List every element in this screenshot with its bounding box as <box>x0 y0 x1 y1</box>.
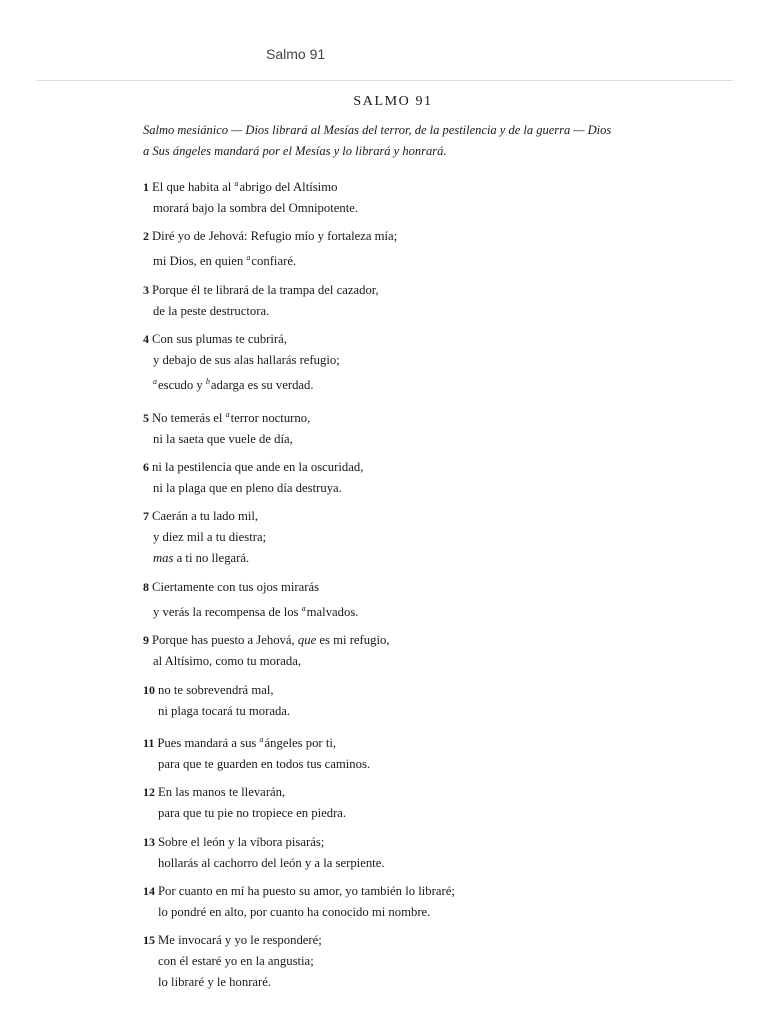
verse-text: a ti no llegará. <box>173 551 250 566</box>
footnote-marker[interactable]: b <box>205 377 210 387</box>
verse-line <box>143 371 643 396</box>
verse-number: 11 <box>143 735 155 750</box>
verse-line <box>143 548 643 569</box>
verse-line: para que te guarden en todos tus caminos. <box>158 756 371 771</box>
verse-text: El que habita al <box>152 180 235 194</box>
verse-text: ni la pestilencia que ande en la oscuridad, <box>152 459 364 474</box>
verse-line: de la peste destructora. <box>153 303 270 318</box>
verse-14 <box>143 881 643 923</box>
verse-number: 4 <box>143 332 149 347</box>
verse-line <box>143 226 643 247</box>
verse-8 <box>143 577 643 623</box>
verse-line: y diez mil a tu diestra; <box>153 530 267 545</box>
verse-number: 2 <box>143 229 149 244</box>
verse-text: escudo y <box>158 378 206 393</box>
verse-number: 7 <box>143 509 149 524</box>
verse-text: Ciertamente con tus ojos mirarás <box>152 579 320 594</box>
verse-text: No temerás el <box>152 410 226 425</box>
psalm-title: SALMO 91 <box>353 94 433 109</box>
superscription-line: a Sus ángeles mandará por el Mesías y lo librará y honrará. <box>143 144 447 158</box>
verse-line: lo libraré y le honraré. <box>158 975 272 990</box>
document-title: Salmo 91 <box>266 46 326 62</box>
verse-line <box>143 457 643 478</box>
verse-line: hollarás al cachorro del león y a la serpiente. <box>158 855 385 870</box>
verse-line: ni la plaga que en pleno día destruya. <box>153 480 342 495</box>
verse-number: 6 <box>143 459 149 474</box>
footnote-marker[interactable]: a <box>301 603 306 613</box>
verse-line <box>143 630 643 651</box>
verse-line: con él estaré yo en la angustia; <box>158 954 314 969</box>
verse-number: 15 <box>143 933 155 948</box>
verse-number: 12 <box>143 785 155 800</box>
verse-text: Porque has puesto a Jehová, <box>152 633 298 648</box>
verse-line: lo pondré en alto, por cuanto ha conocido mi nombre. <box>158 905 431 920</box>
verse-number: 3 <box>143 282 149 297</box>
verse-line <box>143 598 643 623</box>
verse-9 <box>143 630 643 672</box>
verse-text: es mi refugio, <box>316 633 390 648</box>
verse-number: 9 <box>143 633 149 648</box>
footnote-marker[interactable]: a <box>153 377 157 387</box>
verse-text: Me invocará y yo le responderé; <box>158 933 322 948</box>
footnote-marker[interactable]: a <box>234 179 239 188</box>
verse-line <box>143 930 643 951</box>
verse-line: al Altísimo, como tu morada, <box>153 654 301 669</box>
footnote-marker[interactable]: a <box>225 409 230 419</box>
verse-line <box>143 329 643 350</box>
verse-line <box>143 782 643 803</box>
verse-text: Sobre el león y la víbora pisarás; <box>158 834 325 849</box>
top-bar <box>0 0 768 80</box>
verse-text: Con sus plumas te cubrirá, <box>152 332 287 347</box>
verse-line <box>143 280 643 301</box>
verse-11 <box>143 729 643 775</box>
verse-line <box>143 506 643 527</box>
verse-12 <box>143 782 643 824</box>
verse-1 <box>143 173 643 219</box>
superscription-line: Salmo mesiánico — Dios librará al Mesías del terror, de la pestilencia y de la guerra — Dios <box>143 123 612 137</box>
verse-text: Por cuanto en mí ha puesto su amor, yo también lo libraré; <box>158 884 455 899</box>
verse-line <box>143 832 643 853</box>
header-divider <box>36 80 733 81</box>
verse-13 <box>143 832 643 874</box>
verse-number: 1 <box>143 180 149 194</box>
verse-text: Pues mandará a sus <box>157 735 260 750</box>
verse-text: Caerán a tu lado mil, <box>152 509 259 524</box>
verse-text: ángeles por ti, <box>264 735 337 750</box>
verse-number: 10 <box>143 682 155 697</box>
verse-7 <box>143 506 643 569</box>
verse-number: 5 <box>143 410 149 425</box>
verse-text: malvados. <box>306 604 359 619</box>
verse-line <box>143 173 643 198</box>
verse-line <box>143 881 643 902</box>
verse-text-italic: que <box>297 633 317 648</box>
verse-line: ni la saeta que vuele de día, <box>153 431 293 446</box>
verse-3 <box>143 280 643 322</box>
verse-line: ni plaga tocará tu morada. <box>158 703 291 718</box>
verse-text: Porque él te librará de la trampa del cazador, <box>152 282 379 297</box>
verse-line <box>143 247 643 272</box>
verse-4 <box>143 329 643 396</box>
verse-number: 13 <box>143 834 155 849</box>
verse-line: para que tu pie no tropiece en piedra. <box>158 806 347 821</box>
verse-line <box>143 577 643 598</box>
verse-text: terror nocturno, <box>230 410 311 425</box>
verse-line <box>143 404 643 429</box>
footnote-marker[interactable]: a <box>246 253 251 263</box>
verse-line: morará bajo la sombra del Omnipotente. <box>153 201 359 215</box>
verse-text: abrigo del Altísimo <box>239 180 338 194</box>
verse-text: no te sobrevendrá mal, <box>158 682 274 697</box>
psalm-superscription <box>143 120 633 162</box>
verse-text: y verás la recompensa de los <box>153 604 302 619</box>
verse-10 <box>143 680 643 722</box>
document-page <box>143 92 643 1001</box>
verse-text-italic: mas <box>153 551 174 566</box>
verse-6 <box>143 457 643 499</box>
verse-text: confiaré. <box>251 254 297 269</box>
verse-15 <box>143 930 643 993</box>
verse-line <box>143 729 643 754</box>
footnote-marker[interactable]: a <box>259 734 264 744</box>
verse-line <box>143 680 643 701</box>
verse-text: En las manos te llevarán, <box>158 785 286 800</box>
verse-number: 8 <box>143 579 149 594</box>
verse-5 <box>143 404 643 450</box>
verse-line: y debajo de sus alas hallarás refugio; <box>153 353 340 368</box>
verse-text: Diré yo de Jehová: Refugio mío y fortaleza mía; <box>152 229 398 244</box>
verse-text: mi Dios, en quien <box>153 254 247 269</box>
verse-text: adarga es su verdad. <box>210 378 314 393</box>
verse-number: 14 <box>143 884 155 899</box>
verse-2 <box>143 226 643 272</box>
